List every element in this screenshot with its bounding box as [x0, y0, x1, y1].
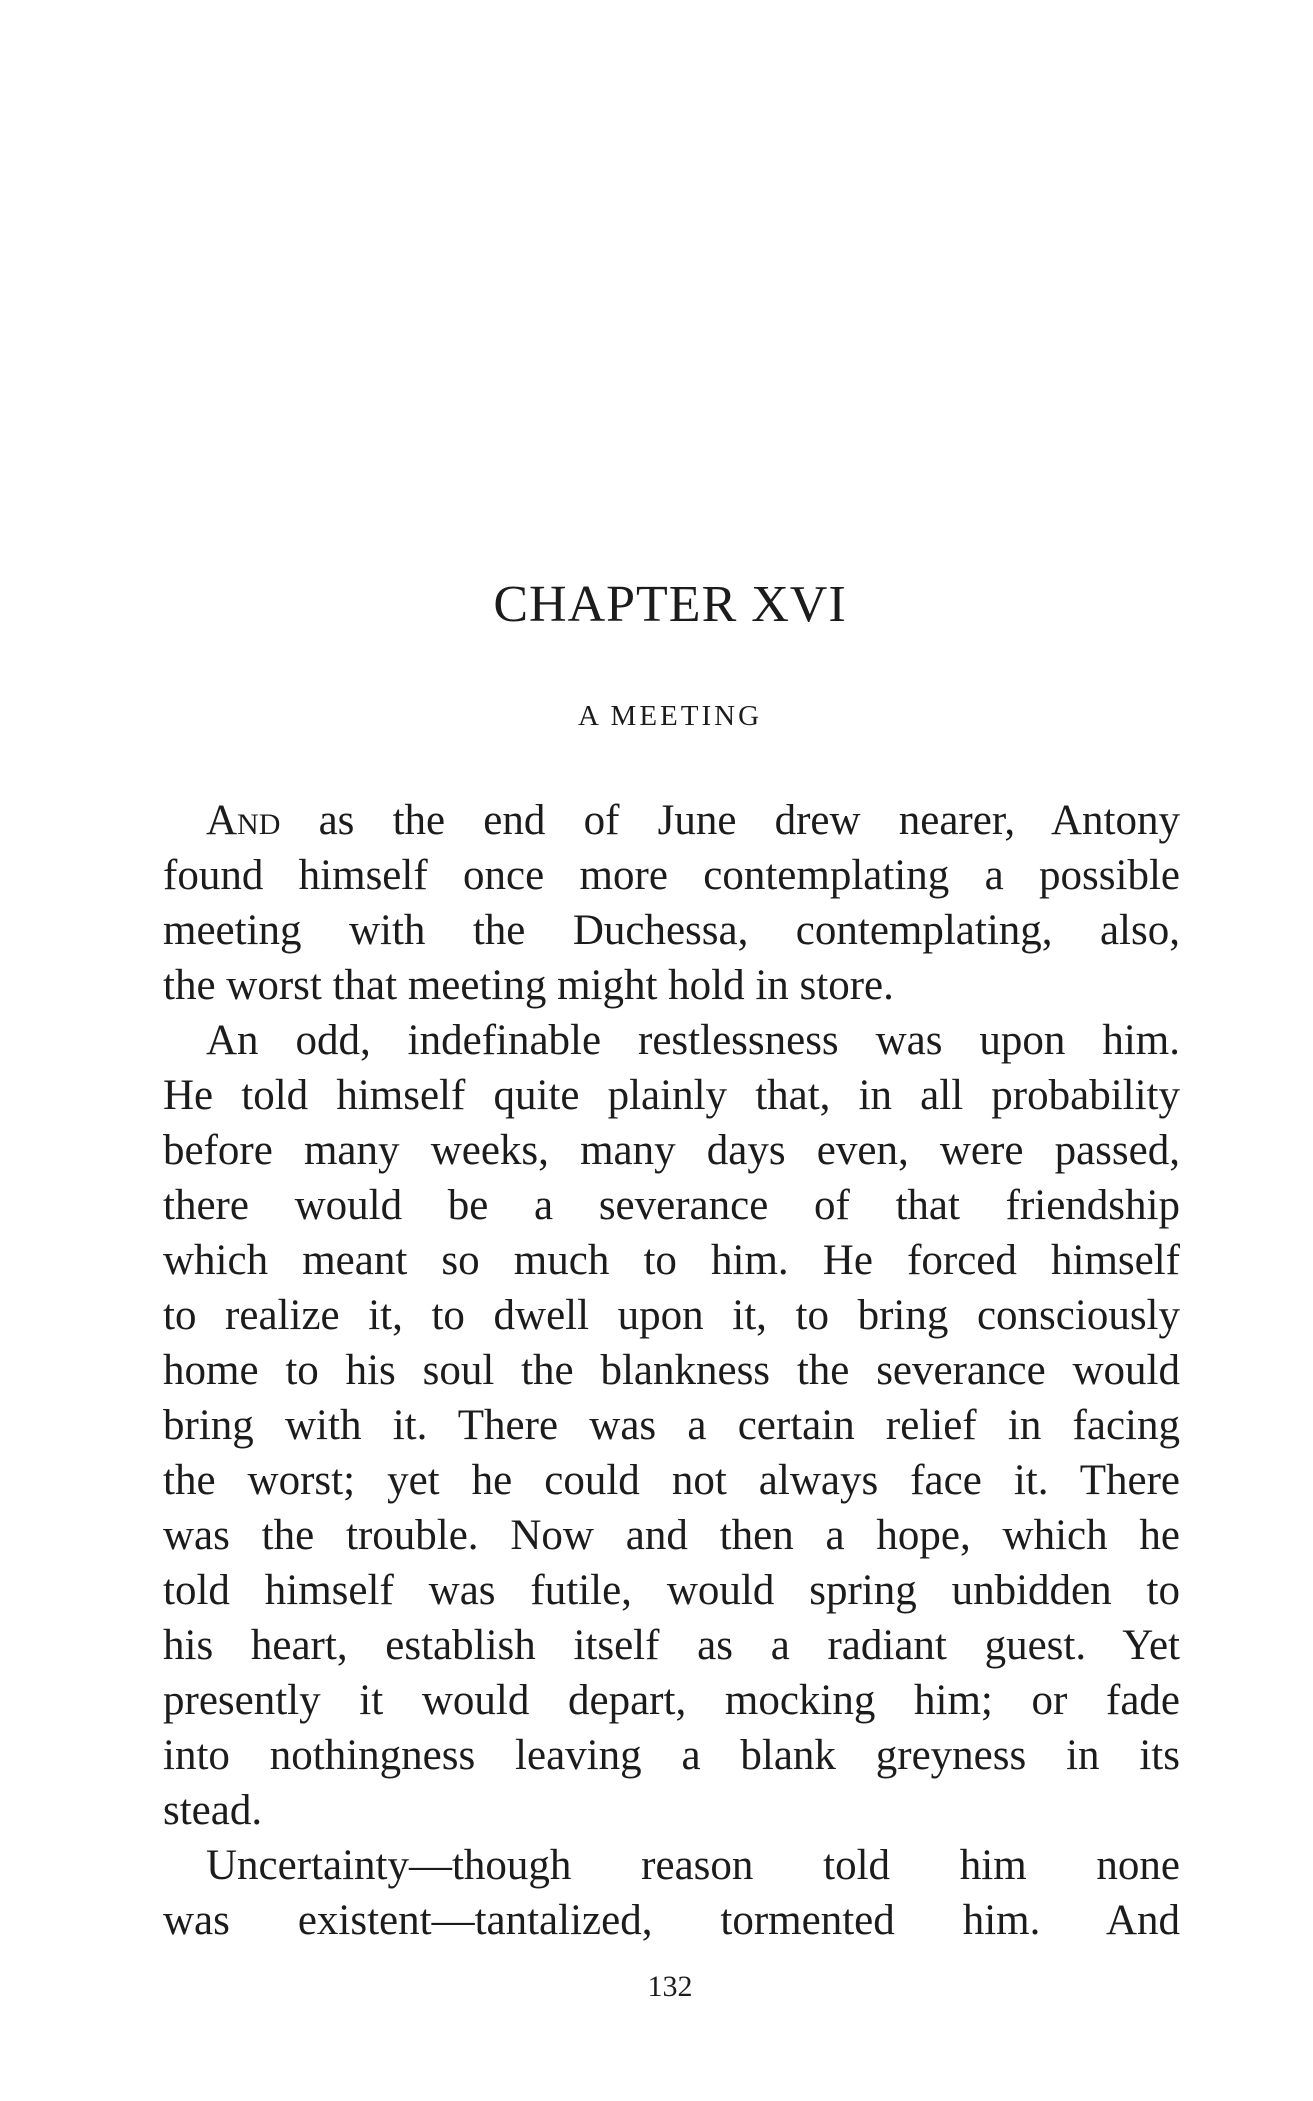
text-line: Uncertainty—though reason told him none — [206, 1842, 1180, 1889]
text-line: was existent—tantalized, tormented him. And — [163, 1897, 1180, 1944]
text-line — [163, 793, 1180, 848]
text-line: into nothingness leaving a blank greyness in its — [163, 1732, 1180, 1779]
text-line: bring with it. There was a certain relief in facing — [163, 1402, 1180, 1449]
paragraph — [163, 1013, 1180, 1838]
chapter-title: CHAPTER XVI — [493, 576, 847, 633]
text-line: presently it would depart, mocking him; or fade — [163, 1677, 1180, 1724]
text-line: told himself was futile, would spring unbidden to — [163, 1567, 1180, 1614]
text-line-rest: as the end of June drew nearer, Antony — [280, 797, 1180, 844]
paragraph — [163, 1838, 1180, 1948]
text-line: the worst; yet he could not always face it. There — [163, 1457, 1180, 1504]
page-number: 132 — [647, 1970, 693, 2003]
text-line: before many weeks, many days even, were passed, — [163, 1127, 1180, 1174]
text-line: An odd, indefinable restlessness was upon him. — [206, 1017, 1180, 1064]
body-text — [163, 793, 1180, 1948]
text-line: meeting with the Duchessa, contemplating, also, — [163, 907, 1180, 954]
text-line: stead. — [163, 1787, 263, 1834]
text-line: the worst that meeting might hold in store. — [163, 962, 894, 1009]
text-line: found himself once more contemplating a possible — [163, 852, 1180, 899]
text-line: which meant so much to him. He forced himself — [163, 1237, 1180, 1284]
text-line: home to his soul the blankness the severance would — [163, 1347, 1180, 1394]
drop-word: And — [206, 797, 281, 844]
paragraph — [163, 793, 1180, 1013]
text-line: his heart, establish itself as a radiant guest. Yet — [163, 1622, 1180, 1669]
text-line: to realize it, to dwell upon it, to bring consciously — [163, 1292, 1180, 1339]
text-line: was the trouble. Now and then a hope, which he — [163, 1512, 1180, 1559]
text-line: there would be a severance of that friendship — [163, 1182, 1180, 1229]
text-line: He told himself quite plainly that, in all probability — [163, 1072, 1180, 1119]
chapter-subtitle: A MEETING — [577, 700, 763, 732]
